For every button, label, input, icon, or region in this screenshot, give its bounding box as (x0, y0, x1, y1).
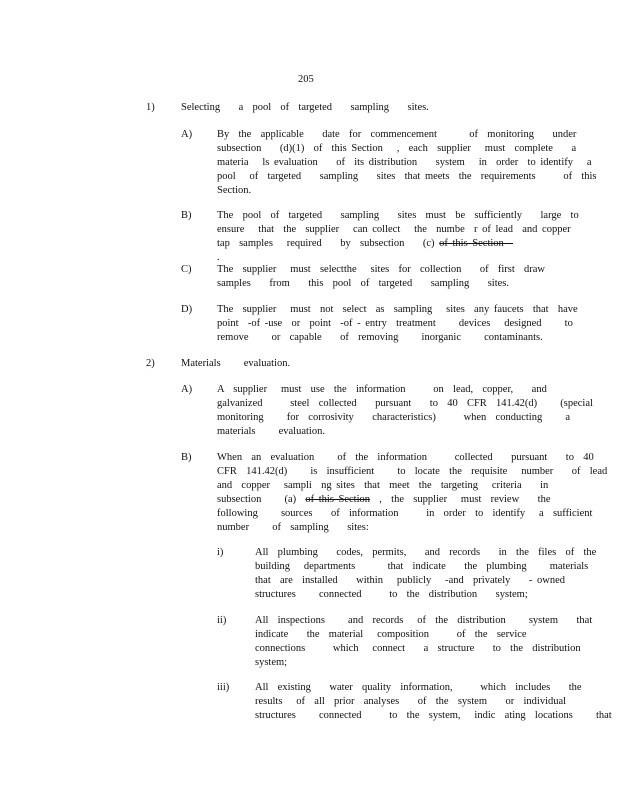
item-text (217, 303, 578, 345)
item-number: 2) (146, 358, 155, 369)
text-run: materials evaluation. (217, 426, 325, 437)
struck-text: of this Section (439, 238, 514, 249)
text-line (255, 709, 612, 723)
item-number: iii) (217, 682, 230, 693)
text-run: Section. (217, 185, 252, 196)
text-line (217, 479, 607, 493)
text-run: that are installed within publicly -and privately - owned (255, 575, 565, 586)
item-text (181, 101, 429, 115)
text-run: monitoring for corrosivity characteristics) when conducting a (217, 412, 571, 423)
text-line (255, 574, 596, 588)
item-number: ii) (217, 615, 227, 626)
text-run: , the supplier must review the (370, 494, 551, 505)
text-line (255, 588, 596, 602)
text-line (217, 184, 597, 198)
text-run: The supplier must selectthe sites for collection of first draw (217, 264, 546, 275)
text-line (217, 156, 597, 170)
item-text (181, 357, 290, 371)
text-line (217, 383, 593, 397)
text-line (217, 128, 597, 142)
text-run: and copper sampli ng sites that meet the targeting criteria in (217, 480, 549, 491)
item-number: A) (181, 129, 193, 140)
text-run: system; (255, 657, 288, 668)
text-run: number of sampling sites: (217, 522, 369, 533)
text-line (217, 507, 607, 521)
text-line (217, 223, 579, 237)
text-line (255, 695, 612, 709)
item-text (255, 614, 592, 670)
text-run: A supplier must use the information on lead, copper, and (217, 384, 547, 395)
text-line (255, 546, 596, 560)
text-line (217, 493, 607, 507)
text-run: building departments that indicate the plumbing materials (255, 561, 589, 572)
text-run: structures connected to the system, indic ating locations that (255, 710, 612, 721)
text-run: following sources of information in order to identify a sufficient (217, 508, 593, 519)
text-run: materia ls evaluation of its distribution system in order to identify a (217, 157, 592, 168)
item-text (217, 209, 579, 265)
text-run: The pool of targeted sampling sites must be sufficiently large to (217, 210, 579, 221)
text-line (217, 209, 579, 223)
text-run: point -of -use or point -of - entry treatment devices designed to (217, 318, 573, 329)
item-text (217, 128, 597, 198)
text-run: tap samples required by subsection (c) (217, 238, 440, 249)
text-run: The supplier must not select as sampling sites any faucets that have (217, 304, 578, 315)
text-run: subsection (a) (217, 494, 306, 505)
text-run: samples from this pool of targeted sampling sites. (217, 278, 509, 289)
text-line (217, 397, 593, 411)
text-run: All inspections and records of the distribution system that (255, 615, 593, 626)
text-run: galvanized steel collected pursuant to 40 CFR 141.42(d) (special (217, 398, 593, 409)
text-run: All existing water quality information, which includes the (255, 682, 582, 693)
text-run: connections which connect a structure to the distribution (255, 643, 581, 654)
text-line: Selecting a pool of targeted sampling sites. (181, 102, 429, 113)
text-line (217, 142, 597, 156)
text-line (217, 237, 579, 251)
item-number: D) (181, 304, 193, 315)
text-line (217, 263, 545, 277)
item-number: C) (181, 264, 192, 275)
item-number: A) (181, 384, 193, 395)
text-line (217, 317, 578, 331)
text-run: structures connected to the distribution system; (255, 589, 528, 600)
text-line (217, 170, 597, 184)
text-run: subsection (d)(1) of this Section , each supplier must complete a (217, 143, 577, 154)
text-line (217, 331, 578, 345)
text-line (217, 303, 578, 317)
item-text (255, 681, 612, 723)
struck-text: of this Section (305, 494, 371, 505)
text-line (217, 451, 607, 465)
text-run: CFR 141.42(d) is insufficient to locate the requisite number of lead (217, 466, 608, 477)
item-number: 1) (146, 102, 155, 113)
text-line: Materials evaluation. (181, 358, 291, 369)
item-text (217, 451, 607, 535)
text-line (217, 521, 607, 535)
item-number: B) (181, 452, 192, 463)
text-line (217, 425, 593, 439)
text-run: ensure that the supplier can collect the numbe r of lead and copper (217, 224, 571, 235)
text-line (217, 277, 545, 291)
item-text (255, 546, 596, 602)
text-line (217, 411, 593, 425)
text-run: When an evaluation of the information collected pursuant to 40 (217, 452, 594, 463)
text-line (255, 628, 592, 642)
text-line (255, 614, 592, 628)
text-run: indicate the material composition of the service (255, 629, 527, 640)
text-line (255, 642, 592, 656)
item-text (217, 383, 593, 439)
text-line (217, 465, 607, 479)
page-number: 205 (298, 74, 314, 85)
text-line (255, 560, 596, 574)
text-line (255, 656, 592, 670)
text-run: All plumbing codes, permits, and records in the files of the (255, 547, 597, 558)
text-line (255, 681, 612, 695)
item-text (217, 263, 545, 291)
text-run: remove or capable of removing inorganic contaminants. (217, 332, 543, 343)
text-run: pool of targeted sampling sites that meets the requirements of this (217, 171, 597, 182)
item-number: i) (217, 547, 224, 558)
text-run: . (217, 252, 220, 263)
text-run: By the applicable date for commencement of monitoring under (217, 129, 577, 140)
text-run: results of all prior analyses of the system or individual (255, 696, 567, 707)
item-number: B) (181, 210, 192, 221)
